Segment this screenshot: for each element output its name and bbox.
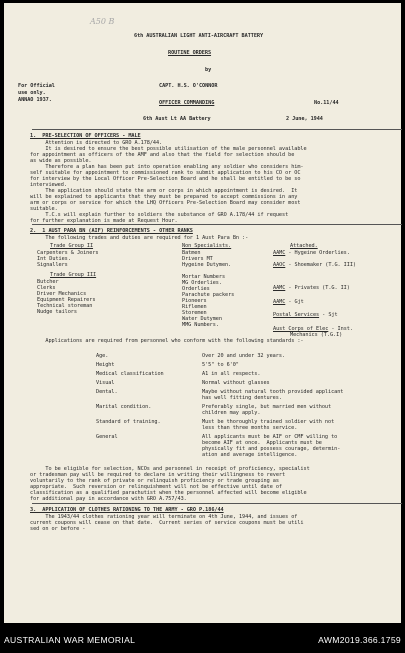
section1-heading: 1. PRE-SELECTION OF OFFICERS - MALE [30, 133, 141, 139]
section3-heading: 3. APPLICATION OF CLOTHES RATIONING TO THE ARMY - GRO P.186/44 [30, 507, 224, 513]
non-specialist-item: Riflemen [182, 304, 207, 310]
trade-item: Technical storeman [37, 303, 93, 309]
non-specialist-item: Water Dutymen [182, 316, 222, 322]
attached-role: - Inst. [328, 326, 353, 332]
attached-unit: Postal Services [273, 312, 320, 318]
trade-group-iii-list [37, 279, 95, 315]
attached-unit: Aust Corps of Elec [273, 326, 329, 332]
body-line: for appointment as officers of the AMF and also that the field for selection should be [30, 152, 295, 158]
non-specialist-item: Orderlies [182, 286, 210, 292]
standard-label: Standard of training. [96, 419, 161, 425]
body-line: as wide as possible. [30, 158, 92, 164]
standard-value: Over 20 and under 32 years. [202, 353, 285, 359]
non-specialist-item: Batmen [182, 250, 201, 256]
body-line: classification as a qualified parachutist when the personnel affected will become eligible [30, 490, 307, 496]
trade-item: Equipment Repairers [37, 297, 96, 303]
standard-value: physically fit and possess courage, determin- [202, 446, 341, 452]
non-specialists-heading: Non Specialists. [182, 243, 232, 249]
unit-title: 6th AUSTRALIAN LIGHT ANTI-AIRCRAFT BATTERY [134, 33, 264, 39]
orders-title: ROUTINE ORDERS [168, 50, 212, 56]
official-use-note: For Official use only. ANNAO 1937. [18, 83, 55, 103]
attached-role: - Gjt [285, 299, 304, 305]
section3-body [30, 514, 304, 532]
trade-item: Butcher [37, 279, 59, 285]
non-specialist-item: MG Orderlies. [182, 280, 222, 286]
section-rule [32, 503, 402, 504]
standard-value: become AIF at once. Applicants must be [202, 440, 322, 446]
archive-footer [0, 623, 405, 653]
body-line: for additional pay in accordance with GRO A.757/43. [30, 496, 187, 502]
body-line: arm or corps or service for which the LHQ Officers Pre-Selection Board may consider most [30, 200, 301, 206]
by-label: by [205, 67, 212, 73]
body-line: for interview by the Local Officer Pre-Selection Board and he shall be entitled to be so [30, 176, 301, 182]
body-line: voluntarily to the rank of private or relinquish proficiency or trade grouping as [30, 478, 279, 484]
standard-value: Maybe without natural tooth provided applicant [202, 389, 344, 395]
standard-label: General [96, 434, 118, 440]
trade-item: Carpenters & Joiners [37, 250, 99, 256]
standards-intro: Applications are required from personnel who conform with the following standards :- [30, 338, 304, 344]
body-line: Attention is directed to GRO A.178/44. [30, 140, 163, 146]
trade-item: Clerks [37, 285, 56, 291]
trade-item: Driver Mechanics [37, 291, 87, 297]
attached-role: - Privates (T.G. II) [285, 285, 350, 291]
standard-value: 5'5" to 6'0" [202, 362, 239, 368]
non-specialist-item: Parachute packers [182, 292, 235, 298]
body-line: will be explained to applicants that they must be prepared to accept commissions in any [30, 194, 298, 200]
trade-item: Nudge tailors [37, 309, 77, 315]
body-line: interviewed. [30, 182, 67, 188]
body-line: for further explanation is made at Request Hour. [30, 218, 178, 224]
non-specialist-item: MMG Numbers. [182, 322, 219, 328]
order-number: No.11/44 [314, 100, 339, 106]
standard-label: Height [96, 362, 115, 368]
body-line: T.C.s will explain further to soldiers the substance of GRO A.178/44 if request [30, 212, 289, 218]
body-line: Therefore a plan has been put into operation enabling any soldier who considers him- [30, 164, 304, 170]
body-line: current coupons will cease on that date. Current series of service coupons must be utili [30, 520, 304, 526]
standard-value: A1 in all respects. [202, 371, 261, 377]
archive-name: AUSTRALIAN WAR MEMORIAL [4, 635, 136, 645]
attached-row [273, 285, 350, 291]
non-specialist-item: Storemen [182, 310, 207, 316]
trade-group-ii-heading: Trade Group II [50, 243, 94, 249]
attached-heading: Attached. [290, 243, 318, 249]
attached-unit: AAMC [273, 299, 286, 305]
body-line: The 1943/44 clothes rationing year will terminate on 4th June, 1944, and issues of [30, 514, 298, 520]
attached-unit: AAOC [273, 262, 286, 268]
document-sheet [4, 3, 401, 623]
standard-label: Dental. [96, 389, 118, 395]
standard-value: Must be thoroughly trained soldier with not [202, 419, 335, 425]
officer-role: OFFICER COMMANDING [159, 100, 215, 106]
attached-unit: AAMC [273, 250, 286, 256]
body-line: appropriate. Such reversion or relinquishment will not be effective until date of [30, 484, 282, 490]
attached-role: - Hygeine Orderlies. [285, 250, 350, 256]
body-line: The application should state the arm or corps in which appointment is desired. It [30, 188, 298, 194]
trade-item: Int Duties. [37, 256, 71, 262]
attached-row [273, 299, 304, 305]
standard-label: Marital condition. [96, 404, 152, 410]
non-specialists-list [182, 250, 234, 328]
body-line: suitable. [30, 206, 58, 212]
non-specialist-item: Mortar Numbers [182, 274, 226, 280]
attached-row [273, 312, 338, 318]
standard-label: Visual [96, 380, 115, 386]
trade-group-ii-list [37, 250, 98, 268]
standard-value: All applicants must be AIF or CMF willing to [202, 434, 338, 440]
order-date: 2 June, 1944 [286, 116, 323, 122]
standard-value: less than three months service. [202, 425, 298, 431]
body-line: or tradesman pay will be required to declare in writing their willingness to revert [30, 472, 286, 478]
handwritten-reference: A50 B [90, 17, 115, 26]
standard-value: Preferably single, but married men without [202, 404, 332, 410]
non-specialist-item: Hygeine Dutymen. [182, 262, 232, 268]
section-rule [32, 129, 402, 130]
attached-role: - Shoemaker (T.G. III) [285, 262, 356, 268]
standard-label: Age. [96, 353, 109, 359]
battery-location: 6th Aust Lt AA Battery [143, 116, 211, 122]
section-rule [32, 224, 402, 225]
body-line: It is desired to ensure the best possible utilisation of the male personnel available [30, 146, 307, 152]
attached-unit: AAMC [273, 285, 286, 291]
standard-value: children may apply. [202, 410, 261, 416]
trade-group-iii-heading: Trade Group III [50, 272, 97, 278]
attached-row-cont: Mechanics (T.G.I) [290, 332, 343, 338]
attached-role: - Sjt [319, 312, 338, 318]
body-line: To be eligible for selection, NCOs and personnel in receipt of proficiency, specialist [30, 466, 310, 472]
attached-row [273, 262, 356, 268]
section1-body [30, 140, 307, 224]
section2-heading: 2. 1 AUST PARA BN (AIF) REINFORCEMENTS - OTHER RANKS [30, 228, 193, 234]
non-specialist-item: Drivers MT [182, 256, 213, 262]
body-line: sed on or before - [30, 526, 86, 532]
section2-intro: The following trades and duties are required for 1 Aust Para Bn :- [30, 235, 249, 241]
non-specialist-item: Pioneers [182, 298, 207, 304]
archive-reference: AWM2019.366.1759 [318, 635, 401, 645]
standard-value: has well fitting dentures. [202, 395, 282, 401]
officer-name: CAPT. H.S. O'CONNOR [159, 83, 218, 89]
standard-value: ation and average intelligence. [202, 452, 298, 458]
section2-closing [30, 466, 310, 502]
attached-row [273, 250, 350, 256]
trade-item: Signallers [37, 262, 68, 268]
standard-label: Medical classification [96, 371, 164, 377]
body-line: self suitable for appointment to commissioned rank to submit application to his CO or OC [30, 170, 301, 176]
standard-value: Normal without glasses [202, 380, 270, 386]
